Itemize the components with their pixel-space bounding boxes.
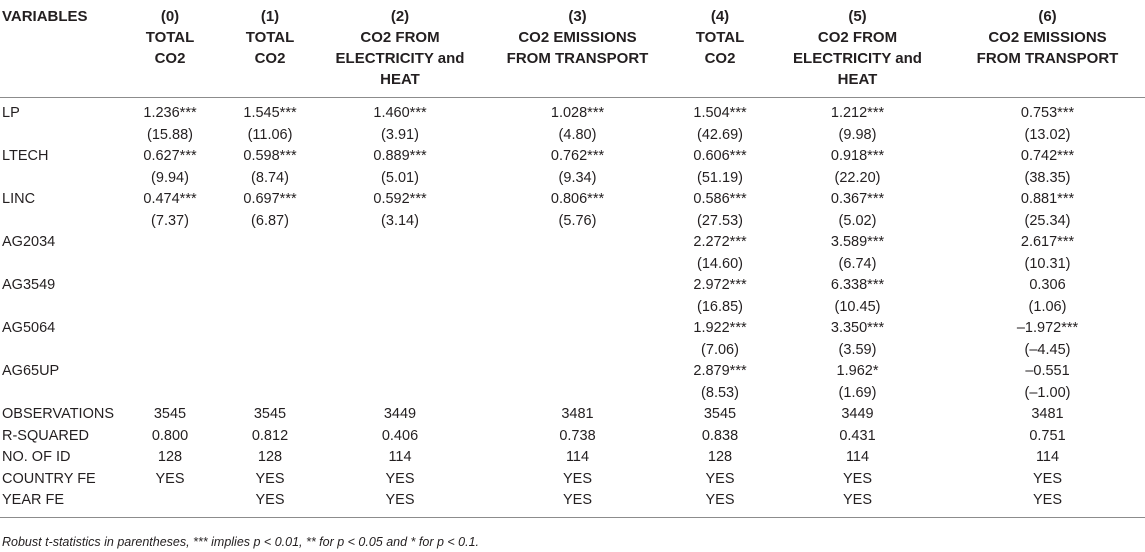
variable-name-cell: YEAR FE bbox=[0, 490, 120, 517]
column-header-2 bbox=[320, 0, 480, 98]
value-cell bbox=[480, 383, 675, 405]
variable-name-cell: OBSERVATIONS bbox=[2, 406, 114, 422]
value-cell: 0.800 bbox=[151, 427, 189, 444]
value-cell bbox=[120, 490, 220, 517]
variable-name-cell: AG2034 bbox=[2, 234, 56, 250]
value-cell: 3449 bbox=[841, 406, 874, 422]
column-title-line: FROM TRANSPORT bbox=[976, 50, 1119, 67]
value-cell: YES bbox=[155, 470, 185, 487]
variable-name-cell bbox=[0, 168, 120, 190]
value-cell: (4.80) bbox=[558, 126, 597, 143]
value-cell bbox=[120, 361, 220, 383]
value-cell bbox=[120, 297, 220, 319]
header-row bbox=[0, 0, 1145, 98]
value-cell: (10.31) bbox=[1024, 255, 1071, 272]
value-cell: (15.88) bbox=[147, 126, 193, 143]
value-cell: 0.592*** bbox=[373, 191, 427, 207]
value-cell: 128 bbox=[707, 449, 733, 465]
table-row bbox=[0, 211, 1145, 233]
variable-name-cell bbox=[0, 125, 120, 147]
value-cell: (3.91) bbox=[381, 126, 419, 143]
value-cell: YES bbox=[705, 470, 735, 487]
value-cell: 3.350*** bbox=[830, 320, 885, 336]
value-cell: 0.306 bbox=[1029, 277, 1066, 293]
value-cell: 1.962* bbox=[836, 363, 879, 379]
value-cell: (7.06) bbox=[701, 341, 739, 358]
column-title-line: CO2 EMISSIONS bbox=[988, 29, 1107, 46]
table-row bbox=[0, 340, 1145, 362]
table-row bbox=[0, 168, 1145, 190]
value-cell: 2.617*** bbox=[1020, 234, 1075, 250]
value-cell bbox=[220, 318, 320, 340]
value-cell: (6.74) bbox=[838, 255, 877, 272]
variable-name-cell: AG3549 bbox=[2, 277, 56, 293]
value-cell: (–1.00) bbox=[1024, 384, 1071, 401]
value-cell: (10.45) bbox=[834, 298, 881, 315]
column-title-line: ELECTRICITY and bbox=[335, 50, 465, 67]
variable-name-cell: LINC bbox=[2, 191, 36, 207]
value-cell: 0.586*** bbox=[693, 191, 747, 207]
value-cell: 2.879*** bbox=[693, 363, 747, 379]
value-cell: 0.367*** bbox=[830, 191, 885, 207]
value-cell: 0.738 bbox=[559, 427, 596, 444]
column-title-line: HEAT bbox=[380, 71, 420, 88]
value-cell: 114 bbox=[845, 449, 870, 465]
value-cell bbox=[320, 361, 480, 383]
value-cell bbox=[480, 361, 675, 383]
value-cell bbox=[320, 297, 480, 319]
value-cell: (51.19) bbox=[697, 169, 743, 186]
variable-name-cell bbox=[0, 211, 120, 233]
value-cell: 114 bbox=[1035, 449, 1060, 465]
value-cell: (27.53) bbox=[697, 212, 743, 229]
value-cell: 1.504*** bbox=[693, 105, 747, 121]
table-row bbox=[0, 98, 1145, 125]
value-cell: 1.545*** bbox=[243, 105, 297, 121]
variable-name-cell: AG5064 bbox=[2, 320, 56, 336]
value-cell: 0.806*** bbox=[550, 191, 605, 207]
value-cell bbox=[320, 232, 480, 254]
column-title-line: CO2 bbox=[704, 50, 736, 67]
column-header-3 bbox=[480, 0, 675, 98]
value-cell: (16.85) bbox=[697, 298, 743, 315]
value-cell bbox=[480, 340, 675, 362]
table-body bbox=[0, 98, 1145, 518]
value-cell: (1.69) bbox=[838, 384, 877, 401]
value-cell: 0.751 bbox=[1029, 427, 1066, 444]
value-cell: 0.918*** bbox=[830, 148, 885, 164]
table-row bbox=[0, 318, 1145, 340]
variable-name-cell bbox=[0, 340, 120, 362]
value-cell: 0.881*** bbox=[1020, 191, 1075, 207]
value-cell: 1.460*** bbox=[373, 105, 427, 121]
value-cell: 128 bbox=[157, 449, 183, 465]
variable-name-cell: LTECH bbox=[2, 148, 49, 164]
value-cell: 3449 bbox=[383, 406, 417, 422]
value-cell: 0.627*** bbox=[143, 148, 197, 164]
value-cell bbox=[480, 254, 675, 276]
value-cell: YES bbox=[480, 490, 675, 517]
value-cell: 2.972*** bbox=[693, 277, 747, 293]
value-cell bbox=[220, 383, 320, 405]
value-cell: 0.889*** bbox=[373, 148, 427, 164]
variable-name-cell: R-SQUARED bbox=[2, 427, 90, 444]
value-cell: 3545 bbox=[253, 406, 287, 422]
value-cell: (11.06) bbox=[247, 126, 293, 143]
value-cell: (38.35) bbox=[1024, 169, 1071, 186]
value-cell: YES bbox=[950, 490, 1145, 517]
value-cell bbox=[220, 361, 320, 383]
column-number: (3) bbox=[568, 8, 587, 25]
variable-name-cell: COUNTRY FE bbox=[2, 470, 96, 487]
value-cell: 0.431 bbox=[839, 427, 876, 444]
value-cell: 128 bbox=[257, 449, 283, 465]
value-cell: (5.02) bbox=[838, 212, 877, 229]
value-cell: 1.922*** bbox=[693, 320, 747, 336]
value-cell: 0.606*** bbox=[693, 148, 747, 164]
value-cell: 0.812 bbox=[251, 427, 289, 444]
value-cell: (13.02) bbox=[1024, 126, 1071, 143]
table-row bbox=[0, 469, 1145, 491]
value-cell: 6.338*** bbox=[830, 277, 885, 293]
table-row bbox=[0, 383, 1145, 405]
value-cell: YES bbox=[1032, 470, 1062, 487]
value-cell: (8.74) bbox=[251, 169, 289, 186]
value-cell: YES bbox=[320, 490, 480, 517]
value-cell bbox=[120, 275, 220, 297]
table-row bbox=[0, 426, 1145, 448]
value-cell: (5.76) bbox=[558, 212, 597, 229]
column-header-1 bbox=[220, 0, 320, 98]
column-number: (6) bbox=[1038, 8, 1057, 25]
value-cell: YES bbox=[675, 490, 765, 517]
value-cell: YES bbox=[385, 470, 415, 487]
value-cell: (6.87) bbox=[251, 212, 289, 229]
value-cell: (3.59) bbox=[838, 341, 877, 358]
variable-name-cell: LP bbox=[2, 105, 20, 121]
value-cell: YES bbox=[255, 470, 285, 487]
value-cell: (42.69) bbox=[697, 126, 743, 143]
table-row bbox=[0, 146, 1145, 168]
value-cell: 3481 bbox=[1031, 406, 1064, 422]
table-row bbox=[0, 361, 1145, 383]
value-cell: 0.697*** bbox=[243, 191, 297, 207]
value-cell: 0.474*** bbox=[143, 191, 197, 207]
table-row bbox=[0, 447, 1145, 469]
value-cell bbox=[120, 254, 220, 276]
table-footnote: Robust t-statistics in parentheses, *** implies p < 0.01, ** for p < 0.05 and * for p < 0.1. bbox=[2, 535, 480, 549]
value-cell: YES bbox=[842, 470, 872, 487]
value-cell: 2.272*** bbox=[693, 234, 747, 250]
value-cell: –1.972*** bbox=[1016, 320, 1079, 336]
variable-name-cell bbox=[0, 383, 120, 405]
value-cell bbox=[480, 232, 675, 254]
value-cell bbox=[480, 318, 675, 340]
column-number: (5) bbox=[848, 8, 867, 25]
value-cell bbox=[480, 275, 675, 297]
value-cell: (14.60) bbox=[697, 255, 743, 272]
value-cell: 3545 bbox=[153, 406, 187, 422]
variable-name-cell: AG65UP bbox=[2, 363, 60, 379]
value-cell bbox=[120, 383, 220, 405]
value-cell: 114 bbox=[388, 449, 412, 465]
column-title-line: CO2 EMISSIONS bbox=[518, 29, 637, 46]
value-cell: 1.212*** bbox=[830, 105, 885, 121]
table-row bbox=[0, 404, 1145, 426]
column-header-4 bbox=[675, 0, 765, 98]
value-cell: (3.14) bbox=[381, 212, 419, 229]
value-cell: (–4.45) bbox=[1024, 341, 1071, 358]
value-cell bbox=[320, 383, 480, 405]
variable-name-cell bbox=[0, 254, 120, 276]
value-cell: 0.753*** bbox=[1020, 105, 1075, 121]
value-cell: 0.598*** bbox=[243, 148, 297, 164]
table-row bbox=[0, 275, 1145, 297]
column-number: (2) bbox=[390, 8, 410, 25]
column-title-line: TOTAL bbox=[145, 29, 195, 46]
value-cell: 0.742*** bbox=[1020, 148, 1075, 164]
value-cell bbox=[320, 318, 480, 340]
variables-header: VARIABLES bbox=[0, 0, 120, 98]
table-row bbox=[0, 189, 1145, 211]
value-cell bbox=[320, 340, 480, 362]
value-cell bbox=[220, 340, 320, 362]
column-title-line: HEAT bbox=[837, 71, 878, 88]
value-cell bbox=[480, 297, 675, 319]
column-title-line: CO2 FROM bbox=[817, 29, 898, 46]
value-cell bbox=[320, 275, 480, 297]
column-title-line: TOTAL bbox=[695, 29, 745, 46]
table-row bbox=[0, 490, 1145, 517]
value-cell: (9.34) bbox=[558, 169, 597, 186]
value-cell: (8.53) bbox=[701, 384, 739, 401]
table-row bbox=[0, 254, 1145, 276]
value-cell: 3545 bbox=[703, 406, 737, 422]
column-header-5 bbox=[765, 0, 950, 98]
value-cell: (25.34) bbox=[1024, 212, 1071, 229]
value-cell: YES bbox=[765, 490, 950, 517]
value-cell bbox=[220, 232, 320, 254]
value-cell: (5.01) bbox=[381, 169, 419, 186]
table-row bbox=[0, 297, 1145, 319]
column-number: (1) bbox=[260, 8, 280, 25]
column-title-line: FROM TRANSPORT bbox=[506, 50, 649, 67]
column-title-line: ELECTRICITY and bbox=[793, 50, 922, 67]
value-cell: 0.762*** bbox=[550, 148, 605, 164]
value-cell: YES bbox=[562, 470, 592, 487]
column-header-0 bbox=[120, 0, 220, 98]
value-cell bbox=[220, 254, 320, 276]
column-title-line: CO2 bbox=[154, 50, 186, 67]
value-cell: 3.589*** bbox=[830, 234, 885, 250]
column-title-line: CO2 bbox=[254, 50, 286, 67]
value-cell bbox=[120, 340, 220, 362]
value-cell bbox=[220, 297, 320, 319]
value-cell bbox=[320, 254, 480, 276]
column-number: (0) bbox=[160, 8, 180, 25]
variable-name-cell bbox=[0, 297, 120, 319]
column-header-6 bbox=[950, 0, 1145, 98]
column-title-line: TOTAL bbox=[245, 29, 295, 46]
table-row bbox=[0, 125, 1145, 147]
value-cell bbox=[120, 232, 220, 254]
value-cell: 0.838 bbox=[701, 427, 739, 444]
value-cell: –0.551 bbox=[1025, 363, 1070, 379]
table-header bbox=[0, 0, 1145, 98]
table-row bbox=[0, 232, 1145, 254]
value-cell: (1.06) bbox=[1028, 298, 1067, 315]
value-cell: YES bbox=[220, 490, 320, 517]
value-cell: 1.236*** bbox=[143, 105, 197, 121]
value-cell: 3481 bbox=[561, 406, 594, 422]
value-cell: (9.98) bbox=[838, 126, 877, 143]
value-cell bbox=[120, 318, 220, 340]
value-cell: (22.20) bbox=[834, 169, 881, 186]
column-number: (4) bbox=[710, 8, 730, 25]
variable-name-cell: NO. OF ID bbox=[2, 449, 71, 465]
value-cell: 1.028*** bbox=[550, 105, 605, 121]
column-title-line: CO2 FROM bbox=[360, 29, 440, 46]
value-cell: 114 bbox=[565, 449, 590, 465]
value-cell: (9.94) bbox=[151, 169, 189, 186]
value-cell: (7.37) bbox=[151, 212, 189, 229]
value-cell bbox=[220, 275, 320, 297]
value-cell: 0.406 bbox=[381, 427, 419, 444]
